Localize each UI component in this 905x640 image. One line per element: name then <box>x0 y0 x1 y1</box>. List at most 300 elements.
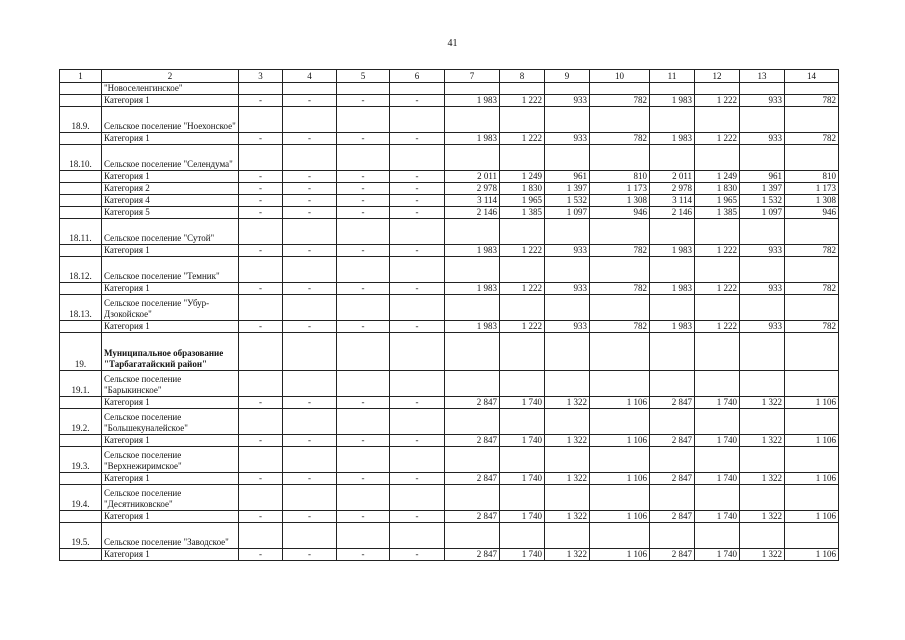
value-cell: 782 <box>590 133 650 145</box>
value-cell <box>695 409 740 435</box>
value-cell <box>590 333 650 371</box>
value-cell <box>740 523 785 549</box>
value-cell <box>283 219 337 245</box>
table-row <box>60 219 839 245</box>
value-cell <box>239 447 283 473</box>
value-cell <box>695 485 740 511</box>
value-cell: - <box>390 171 445 183</box>
value-cell: 782 <box>785 133 839 145</box>
value-cell <box>390 219 445 245</box>
column-header: 13 <box>740 70 785 83</box>
value-cell: - <box>283 195 337 207</box>
item-number-cell <box>60 397 102 409</box>
value-cell: 1 322 <box>740 435 785 447</box>
value-cell <box>785 485 839 511</box>
item-number-cell <box>60 95 102 107</box>
value-cell: - <box>239 511 283 523</box>
value-cell: 1 097 <box>545 207 590 219</box>
value-cell <box>740 83 785 95</box>
value-cell: 1 322 <box>740 511 785 523</box>
value-cell: 1 222 <box>695 321 740 333</box>
value-cell: - <box>337 549 390 561</box>
value-cell: 1 830 <box>500 183 545 195</box>
name-cell: Сельское поселение "Верхнежиримское" <box>102 447 239 473</box>
item-number-cell: 19. <box>60 333 102 371</box>
value-cell <box>740 485 785 511</box>
value-cell <box>445 257 500 283</box>
table-row <box>60 447 839 473</box>
value-cell <box>500 447 545 473</box>
item-number-cell <box>60 473 102 485</box>
value-cell <box>590 371 650 397</box>
value-cell <box>740 107 785 133</box>
value-cell: - <box>390 195 445 207</box>
value-cell: 1 532 <box>545 195 590 207</box>
column-header: 12 <box>695 70 740 83</box>
value-cell <box>500 333 545 371</box>
name-cell: Категория 5 <box>102 207 239 219</box>
value-cell <box>445 107 500 133</box>
value-cell: 2 011 <box>445 171 500 183</box>
value-cell: - <box>239 321 283 333</box>
value-cell <box>590 523 650 549</box>
value-cell <box>239 219 283 245</box>
value-cell: 1 106 <box>590 435 650 447</box>
value-cell <box>650 219 695 245</box>
value-cell: - <box>283 321 337 333</box>
value-cell: 782 <box>785 245 839 257</box>
item-number-cell: 18.13. <box>60 295 102 321</box>
value-cell <box>785 523 839 549</box>
name-cell: Категория 1 <box>102 511 239 523</box>
value-cell: 1 322 <box>545 435 590 447</box>
value-cell: - <box>337 133 390 145</box>
value-cell <box>500 409 545 435</box>
table-body <box>60 83 839 561</box>
value-cell: - <box>337 511 390 523</box>
value-cell: - <box>390 435 445 447</box>
value-cell: 3 114 <box>650 195 695 207</box>
value-cell: 961 <box>545 171 590 183</box>
value-cell <box>740 409 785 435</box>
value-cell: 1 249 <box>695 171 740 183</box>
table-row <box>60 371 839 397</box>
value-cell <box>337 295 390 321</box>
value-cell: 2 146 <box>445 207 500 219</box>
item-number-cell <box>60 435 102 447</box>
value-cell <box>590 219 650 245</box>
item-number-cell <box>60 245 102 257</box>
name-cell: Категория 1 <box>102 549 239 561</box>
value-cell: 933 <box>740 245 785 257</box>
value-cell <box>500 107 545 133</box>
value-cell: - <box>239 95 283 107</box>
value-cell <box>650 295 695 321</box>
name-cell: Сельское поселение "Сутой" <box>102 219 239 245</box>
value-cell: 1 385 <box>695 207 740 219</box>
value-cell <box>239 257 283 283</box>
value-cell <box>650 523 695 549</box>
value-cell <box>740 371 785 397</box>
value-cell <box>337 107 390 133</box>
value-cell: 2 978 <box>650 183 695 195</box>
value-cell: 933 <box>545 95 590 107</box>
value-cell: 1 106 <box>785 473 839 485</box>
value-cell: 1 222 <box>695 283 740 295</box>
item-number-cell <box>60 183 102 195</box>
item-number-cell: 19.5. <box>60 523 102 549</box>
value-cell: 1 965 <box>500 195 545 207</box>
value-cell: - <box>239 283 283 295</box>
value-cell <box>650 333 695 371</box>
value-cell: - <box>283 511 337 523</box>
header-row <box>60 70 839 83</box>
table-row <box>60 107 839 133</box>
value-cell: 782 <box>590 321 650 333</box>
column-header: 1 <box>60 70 102 83</box>
name-cell: Категория 1 <box>102 321 239 333</box>
value-cell: 933 <box>740 95 785 107</box>
value-cell <box>545 107 590 133</box>
value-cell: - <box>337 207 390 219</box>
value-cell <box>337 219 390 245</box>
table-row <box>60 83 839 95</box>
value-cell: - <box>337 397 390 409</box>
table-row <box>60 511 839 523</box>
value-cell: - <box>239 435 283 447</box>
value-cell: 782 <box>590 95 650 107</box>
column-header: 3 <box>239 70 283 83</box>
table-row <box>60 257 839 283</box>
value-cell: 1 740 <box>695 511 740 523</box>
value-cell: 1 106 <box>785 511 839 523</box>
value-cell <box>695 257 740 283</box>
column-header: 14 <box>785 70 839 83</box>
value-cell <box>239 295 283 321</box>
value-cell: 1 222 <box>500 245 545 257</box>
value-cell: 1 106 <box>590 549 650 561</box>
value-cell: 1 322 <box>740 473 785 485</box>
value-cell: - <box>390 183 445 195</box>
value-cell: - <box>283 95 337 107</box>
value-cell <box>445 523 500 549</box>
value-cell: 2 847 <box>445 435 500 447</box>
value-cell <box>740 257 785 283</box>
value-cell: 1 983 <box>650 245 695 257</box>
value-cell: - <box>337 435 390 447</box>
value-cell <box>337 83 390 95</box>
value-cell <box>740 145 785 171</box>
value-cell <box>390 371 445 397</box>
table-row <box>60 409 839 435</box>
value-cell <box>500 371 545 397</box>
value-cell <box>590 447 650 473</box>
value-cell: 1 106 <box>590 511 650 523</box>
page-number: 41 <box>447 38 458 49</box>
value-cell <box>785 371 839 397</box>
value-cell <box>590 107 650 133</box>
value-cell: 1 740 <box>695 435 740 447</box>
value-cell <box>390 447 445 473</box>
value-cell <box>650 447 695 473</box>
item-number-cell <box>60 321 102 333</box>
table-row <box>60 95 839 107</box>
value-cell <box>283 107 337 133</box>
item-number-cell <box>60 171 102 183</box>
value-cell: - <box>390 133 445 145</box>
value-cell <box>283 409 337 435</box>
value-cell: 1 106 <box>785 435 839 447</box>
table-row <box>60 435 839 447</box>
value-cell <box>445 83 500 95</box>
value-cell <box>545 145 590 171</box>
name-cell: Категория 1 <box>102 435 239 447</box>
name-cell: Категория 1 <box>102 283 239 295</box>
value-cell: - <box>239 133 283 145</box>
value-cell: 1 173 <box>785 183 839 195</box>
item-number-cell <box>60 83 102 95</box>
column-header: 10 <box>590 70 650 83</box>
table-row <box>60 133 839 145</box>
column-header: 4 <box>283 70 337 83</box>
value-cell: 1 830 <box>695 183 740 195</box>
table-row <box>60 473 839 485</box>
value-cell <box>590 145 650 171</box>
value-cell: - <box>390 549 445 561</box>
value-cell: 810 <box>785 171 839 183</box>
name-cell: "Новоселенгинское" <box>102 83 239 95</box>
name-cell: Сельское поселение "Десятниковское" <box>102 485 239 511</box>
value-cell: 1 983 <box>445 133 500 145</box>
value-cell <box>545 257 590 283</box>
value-cell: 1 222 <box>500 95 545 107</box>
value-cell <box>650 145 695 171</box>
table-row <box>60 397 839 409</box>
value-cell <box>545 371 590 397</box>
value-cell: - <box>239 171 283 183</box>
item-number-cell <box>60 207 102 219</box>
value-cell: - <box>283 207 337 219</box>
value-cell <box>283 485 337 511</box>
value-cell <box>740 447 785 473</box>
value-cell <box>650 107 695 133</box>
value-cell: 1 106 <box>785 397 839 409</box>
value-cell: 2 847 <box>650 397 695 409</box>
value-cell: 946 <box>785 207 839 219</box>
value-cell <box>695 219 740 245</box>
table-header <box>60 70 839 83</box>
value-cell <box>545 219 590 245</box>
value-cell: 1 222 <box>500 321 545 333</box>
value-cell: - <box>337 95 390 107</box>
value-cell: 1 983 <box>650 283 695 295</box>
value-cell: - <box>337 321 390 333</box>
value-cell: 1 173 <box>590 183 650 195</box>
value-cell: 933 <box>740 133 785 145</box>
value-cell <box>239 333 283 371</box>
value-cell <box>785 409 839 435</box>
value-cell: 1 740 <box>695 473 740 485</box>
value-cell: 1 385 <box>500 207 545 219</box>
column-header: 9 <box>545 70 590 83</box>
value-cell: - <box>239 183 283 195</box>
value-cell <box>785 333 839 371</box>
value-cell <box>337 485 390 511</box>
value-cell <box>283 523 337 549</box>
value-cell <box>500 485 545 511</box>
value-cell: - <box>283 397 337 409</box>
table-row <box>60 283 839 295</box>
value-cell: 1 740 <box>695 397 740 409</box>
value-cell: - <box>390 283 445 295</box>
column-header: 11 <box>650 70 695 83</box>
value-cell: - <box>239 195 283 207</box>
value-cell <box>239 83 283 95</box>
value-cell <box>695 333 740 371</box>
value-cell: 933 <box>740 283 785 295</box>
value-cell <box>695 371 740 397</box>
value-cell: - <box>283 133 337 145</box>
value-cell <box>239 145 283 171</box>
value-cell <box>283 257 337 283</box>
table-row <box>60 171 839 183</box>
name-cell: Сельское поселение "Селендума" <box>102 145 239 171</box>
value-cell: - <box>283 183 337 195</box>
value-cell <box>445 447 500 473</box>
value-cell: 2 011 <box>650 171 695 183</box>
table-row <box>60 549 839 561</box>
value-cell: - <box>283 435 337 447</box>
value-cell: 1 983 <box>650 95 695 107</box>
name-cell: Сельское поселение "Убур-Дзокойское" <box>102 295 239 321</box>
value-cell: 2 847 <box>445 511 500 523</box>
name-cell: Категория 1 <box>102 95 239 107</box>
value-cell <box>337 257 390 283</box>
column-header: 2 <box>102 70 239 83</box>
value-cell: 1 397 <box>545 183 590 195</box>
value-cell: 1 322 <box>740 549 785 561</box>
table-row <box>60 183 839 195</box>
value-cell <box>500 257 545 283</box>
name-cell: Категория 1 <box>102 397 239 409</box>
value-cell: 1 740 <box>695 549 740 561</box>
item-number-cell: 19.3. <box>60 447 102 473</box>
value-cell: - <box>390 207 445 219</box>
value-cell <box>590 83 650 95</box>
value-cell <box>445 333 500 371</box>
column-header: 7 <box>445 70 500 83</box>
value-cell <box>545 83 590 95</box>
value-cell: - <box>239 473 283 485</box>
value-cell <box>590 409 650 435</box>
value-cell: 1 249 <box>500 171 545 183</box>
table-row <box>60 207 839 219</box>
column-header: 5 <box>337 70 390 83</box>
value-cell <box>445 371 500 397</box>
column-header: 8 <box>500 70 545 83</box>
item-number-cell <box>60 511 102 523</box>
item-number-cell: 18.9. <box>60 107 102 133</box>
value-cell: - <box>390 321 445 333</box>
value-cell <box>650 485 695 511</box>
value-cell: 782 <box>590 283 650 295</box>
value-cell <box>390 485 445 511</box>
value-cell <box>283 333 337 371</box>
value-cell <box>390 107 445 133</box>
value-cell <box>545 447 590 473</box>
value-cell <box>785 83 839 95</box>
value-cell: 1 222 <box>695 133 740 145</box>
value-cell <box>445 409 500 435</box>
value-cell: 1 097 <box>740 207 785 219</box>
name-cell: Категория 1 <box>102 473 239 485</box>
value-cell <box>590 295 650 321</box>
value-cell <box>695 107 740 133</box>
value-cell <box>390 333 445 371</box>
value-cell <box>390 257 445 283</box>
table-row <box>60 295 839 321</box>
value-cell: 2 847 <box>650 435 695 447</box>
value-cell <box>500 219 545 245</box>
value-cell <box>785 219 839 245</box>
value-cell: 1 322 <box>545 397 590 409</box>
value-cell <box>337 409 390 435</box>
value-cell <box>740 219 785 245</box>
name-cell: Категория 1 <box>102 171 239 183</box>
value-cell: 1 983 <box>445 321 500 333</box>
value-cell: 1 740 <box>500 549 545 561</box>
value-cell: 810 <box>590 171 650 183</box>
value-cell: 1 222 <box>695 95 740 107</box>
item-number-cell: 18.12. <box>60 257 102 283</box>
value-cell: 961 <box>740 171 785 183</box>
table-row <box>60 523 839 549</box>
table-row <box>60 245 839 257</box>
value-cell: 1 983 <box>445 283 500 295</box>
value-cell <box>390 295 445 321</box>
value-cell: 1 740 <box>500 511 545 523</box>
value-cell: - <box>283 283 337 295</box>
value-cell <box>785 145 839 171</box>
name-cell: Сельское поселение "Барыкинское" <box>102 371 239 397</box>
value-cell: 1 322 <box>545 473 590 485</box>
item-number-cell <box>60 549 102 561</box>
value-cell: 1 965 <box>695 195 740 207</box>
value-cell <box>740 333 785 371</box>
value-cell: 2 847 <box>650 511 695 523</box>
item-number-cell: 19.2. <box>60 409 102 435</box>
value-cell <box>740 295 785 321</box>
value-cell <box>545 485 590 511</box>
value-cell: 1 322 <box>545 549 590 561</box>
table-row <box>60 195 839 207</box>
value-cell <box>650 257 695 283</box>
value-cell: 782 <box>785 283 839 295</box>
value-cell <box>500 295 545 321</box>
table-row <box>60 145 839 171</box>
value-cell: 1 308 <box>785 195 839 207</box>
value-cell: - <box>390 245 445 257</box>
name-cell: Сельское поселение "Заводское" <box>102 523 239 549</box>
name-cell: Категория 1 <box>102 133 239 145</box>
value-cell: 1 106 <box>590 397 650 409</box>
value-cell: - <box>283 245 337 257</box>
value-cell: - <box>337 245 390 257</box>
value-cell <box>445 219 500 245</box>
value-cell <box>337 447 390 473</box>
value-cell <box>445 485 500 511</box>
name-cell: Муниципальное образование "Тарбагатайский район" <box>102 333 239 371</box>
